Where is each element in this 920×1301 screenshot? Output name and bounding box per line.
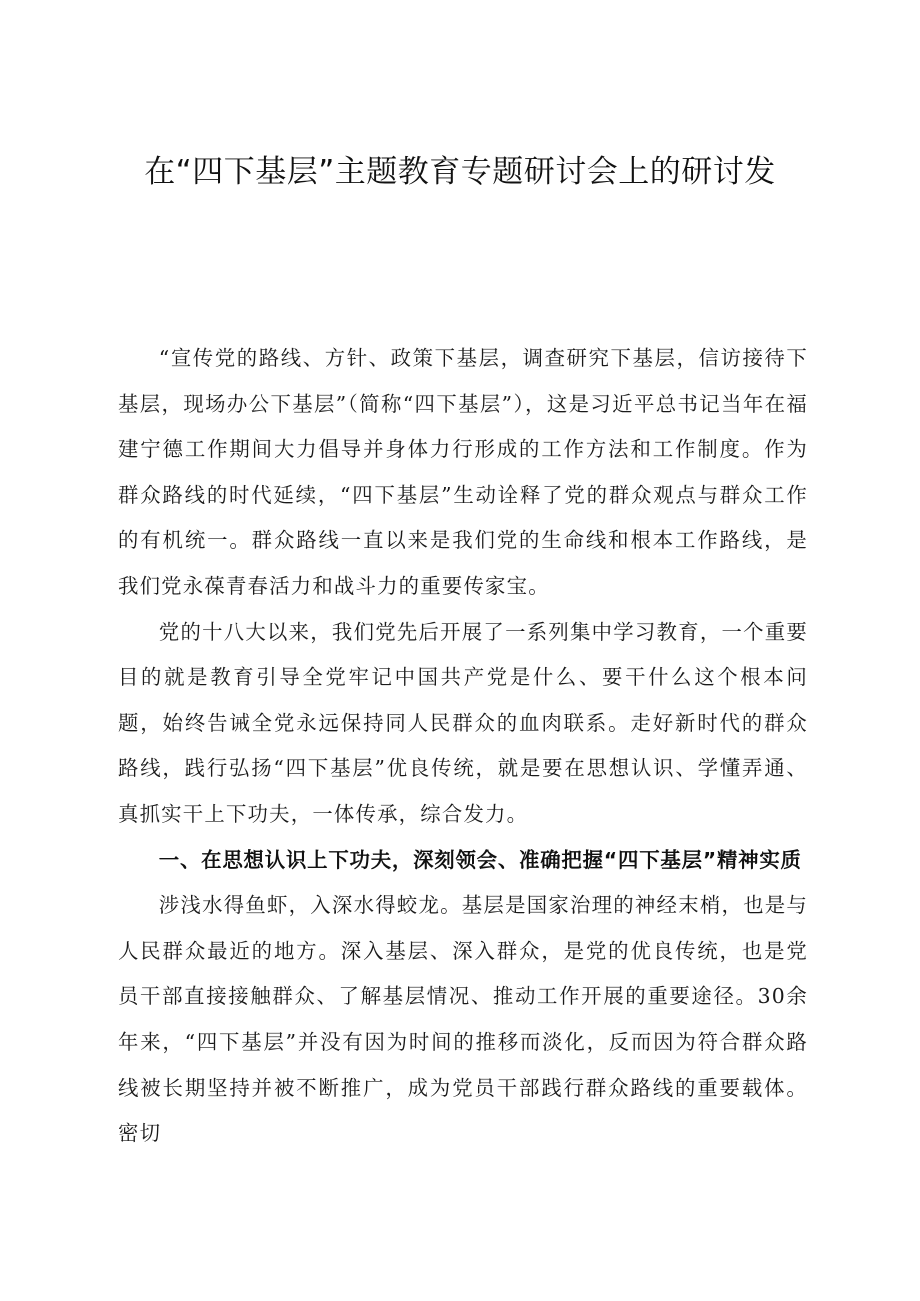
intro-paragraph: “宣传党的路线、方针、政策下基层，调查研究下基层，信访接待下基层，现场办公下基层”（简称“四下基层”），这是习近平总书记当年在福建宁德工作期间大力倡导并身体力行形成的工作方法和工作制度。作为群众路线的时代延续，“四下基层”生动诠释了党的群众观点与群众工作的有机统一。群众路线一直以来是我们党的生命线和根本工作路线，是我们党永葆青春活力和战斗力的重要传家宝。 <box>118 346 808 598</box>
document-body <box>118 336 808 1157</box>
background-paragraph: 党的十八大以来，我们党先后开展了一系列集中学习教育，一个重要目的就是教育引导全党牢记中国共产党是什么、要干什么这个根本问题，始终告诫全党永远保持同人民群众的血肉联系。走好新时代的群众路线，践行弘扬“四下基层”优良传统，就是要在思想认识、学懂弄通、真抓实干上下功夫，一体传承，综合发力。 <box>118 619 808 826</box>
document-title: 在“四下基层”主题教育专题研讨会上的研讨发 <box>144 154 776 190</box>
section-heading: 一、在思想认识上下功夫，深刻领会、准确把握“四下基层”精神实质 <box>158 847 802 872</box>
section-paragraph: 涉浅水得鱼虾，入深水得蛟龙。基层是国家治理的神经末梢，也是与人民群众最近的地方。深入基层、深入群众，是党的优良传统，也是党员干部直接接触群众、了解基层情况、推动工作开展的重要途径。30余年来，“四下基层”并没有因为时间的推移而淡化，反而因为符合群众路线被长期坚持并被不断推广，成为党员干部践行群众路线的重要载体。密切 <box>118 893 808 1146</box>
